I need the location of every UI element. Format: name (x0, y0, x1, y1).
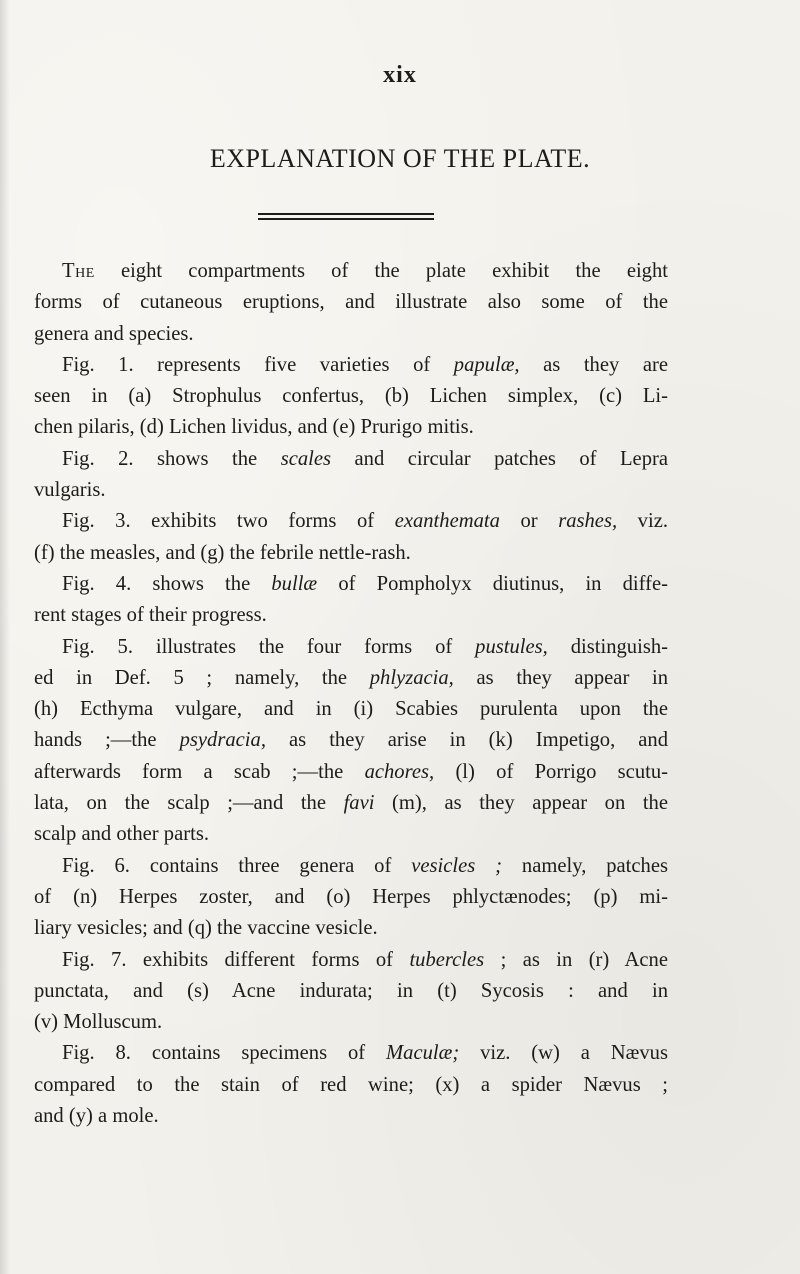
text-line: seen in (a) Strophulus confertus, (b) Lichen simplex, (c) Li- (34, 385, 668, 408)
page-number: xix (383, 62, 417, 88)
page-title: EXPLANATION OF THE PLATE. (209, 144, 591, 173)
text-line: Fig. 1. represents five varieties of papulæ, as they are (62, 353, 668, 376)
italic-term: favi (343, 792, 375, 815)
italic-term: rashes, (558, 510, 618, 533)
text-line: Fig. 2. shows the scales and circular patches of Lepra (62, 447, 668, 470)
italic-term: phlyzacia, (369, 666, 454, 689)
text-line: punctata, and (s) Acne indurata; in (t) Sycosis : and in (34, 979, 668, 1002)
text-line: of (n) Herpes zoster, and (o) Herpes phlyctænodes; (p) mi- (34, 885, 668, 908)
text-line: vulgaris. (34, 479, 106, 502)
italic-term: pustules, (475, 635, 548, 658)
small-caps-word: The (62, 260, 95, 282)
italic-term: exanthemata (394, 510, 500, 533)
text-line: (v) Molluscum. (34, 1011, 163, 1034)
text-line: Fig. 3. exhibits two forms of exanthemata or rashes, viz. (62, 510, 668, 533)
title-rule-bottom (258, 218, 434, 220)
text-line: rent stages of their progress. (34, 604, 267, 627)
italic-term: tubercles (409, 948, 485, 971)
text-line: liary vesicles; and (q) the vaccine vesicle. (34, 917, 378, 940)
italic-term: bullæ (271, 572, 318, 595)
text-line: scalp and other parts. (34, 823, 209, 846)
italic-term: psydracia, (179, 729, 266, 752)
text-line: (h) Ecthyma vulgare, and in (i) Scabies purulenta upon the (34, 698, 668, 721)
italic-term: Maculæ; (386, 1042, 460, 1065)
page-edge-shadow (0, 0, 10, 1274)
italic-term: papulæ, (453, 353, 520, 376)
italic-term: achores, (364, 760, 435, 783)
text-line: Fig. 7. exhibits different forms of tubercles ; as in (r) Acne (62, 948, 668, 971)
text-line: chen pilaris, (d) Lichen lividus, and (e) Prurigo mitis. (34, 416, 474, 439)
text-line: ed in Def. 5 ; namely, the phlyzacia, as they appear in (34, 666, 668, 689)
text-line: Fig. 5. illustrates the four forms of pustules, distinguish- (62, 635, 668, 658)
text-line: (f) the measles, and (g) the febrile nettle-rash. (34, 541, 411, 564)
text-line: Fig. 6. contains three genera of vesicles ; namely, patches (62, 854, 668, 877)
text-line: lata, on the scalp ;—and the favi (m), as they appear on the (34, 792, 668, 815)
text-line: compared to the stain of red wine; (x) a spider Nævus ; (34, 1073, 668, 1096)
title-rule-top (258, 213, 434, 215)
text-line: Fig. 4. shows the bullæ of Pompholyx diutinus, in diffe- (62, 572, 668, 595)
italic-term: scales (280, 447, 332, 470)
italic-term: vesicles ; (411, 854, 503, 877)
text-line: genera and species. (34, 322, 194, 345)
text-line: Fig. 8. contains specimens of Maculæ; viz. (w) a Nævus (62, 1042, 668, 1065)
text-line: hands ;—the psydracia, as they arise in (k) Impetigo, and (34, 729, 668, 752)
text-line: The eight compartments of the plate exhibit the eight (62, 260, 668, 282)
text-line: afterwards form a scab ;—the achores, (l) of Porrigo scutu- (34, 760, 668, 783)
text-line: and (y) a mole. (34, 1105, 159, 1128)
text-line: forms of cutaneous eruptions, and illustrate also some of the (34, 291, 668, 314)
plate-explanation-text (34, 256, 668, 1132)
